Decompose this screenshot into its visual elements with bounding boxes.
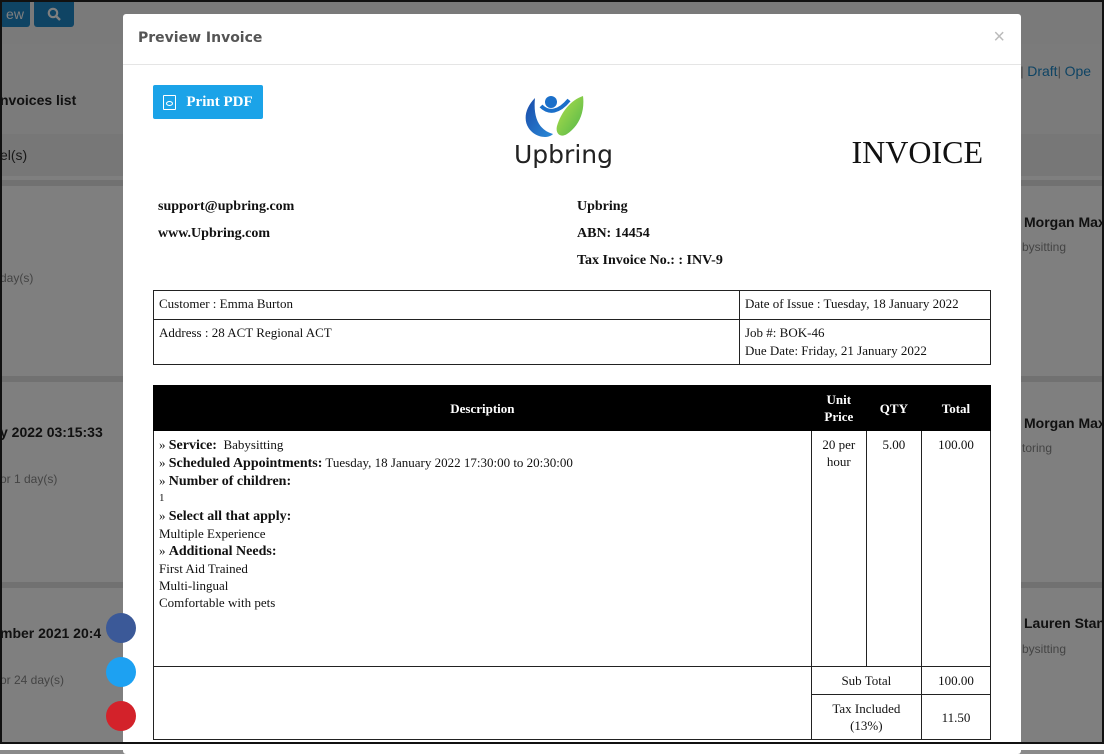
- date-of-issue: Date of Issue : Tuesday, 18 January 2022: [740, 291, 991, 320]
- tax-invoice-number: Tax Invoice No.: : INV-9: [577, 253, 723, 268]
- customer-name: Customer : Emma Burton: [154, 291, 740, 320]
- needs-label: Additional Needs:: [168, 544, 277, 559]
- sub-total-label: Sub Total: [811, 667, 921, 695]
- company-website: www.Upbring.com: [158, 226, 271, 241]
- invoice-items-table: [153, 385, 991, 740]
- need-item: Comfortable with pets: [159, 595, 276, 610]
- children-value: 1: [159, 492, 165, 504]
- service-value: Babysitting: [223, 437, 284, 452]
- pdf-file-icon: [163, 95, 176, 110]
- service-label: Service:: [168, 438, 217, 453]
- company-name: Upbring: [577, 199, 628, 214]
- select-label: Select all that apply:: [168, 509, 292, 524]
- company-email: support@upbring.com: [158, 199, 295, 214]
- job-details: [740, 320, 991, 365]
- customer-address: Address : 28 ACT Regional ACT: [154, 320, 740, 365]
- sub-total-value: 100.00: [921, 667, 990, 695]
- modal-title: Preview Invoice: [138, 30, 263, 46]
- item-description: » Service: Babysitting » Scheduled Appointments: Tuesday, 18 January 2022 17:30:00 to 20:30:00 » Number of children: 1 » Select all that apply: Multiple Experience » Additional Needs: First Aid Trained Multi-lingual Comfortable with pets: [154, 431, 812, 667]
- select-value: Multiple Experience: [159, 526, 266, 541]
- appointments-value: Tuesday, 18 January 2022 17:30:00 to 20:30:00: [325, 455, 573, 470]
- invoice-heading: INVOICE: [851, 134, 983, 170]
- children-label: Number of children:: [168, 474, 292, 489]
- need-item: First Aid Trained: [159, 561, 248, 576]
- tax-value: 11.50: [921, 695, 990, 740]
- due-date: Due Date: Friday, 21 January 2022: [745, 343, 927, 358]
- unit-price-header: Unit Price: [811, 386, 866, 431]
- items-header-row: [154, 386, 991, 431]
- need-item: Multi-lingual: [159, 578, 229, 593]
- twitter-share-icon[interactable]: [106, 657, 136, 687]
- print-pdf-button[interactable]: [153, 85, 263, 119]
- subtotal-row: [154, 667, 991, 695]
- total-header: Total: [921, 386, 990, 431]
- totals-spacer: [154, 667, 812, 740]
- appointments-label: Scheduled Appointments:: [168, 456, 323, 471]
- description-header: Description: [154, 386, 812, 431]
- print-pdf-label: Print PDF: [186, 93, 253, 110]
- close-icon[interactable]: ×: [993, 26, 1005, 48]
- logo-text: Upbring: [514, 140, 613, 169]
- job-number: Job #: BOK-46: [745, 325, 825, 340]
- item-total: 100.00: [921, 431, 990, 667]
- facebook-share-icon[interactable]: [106, 613, 136, 643]
- item-qty: 5.00: [866, 431, 921, 667]
- pinterest-share-icon[interactable]: [106, 701, 136, 731]
- modal-header: [123, 14, 1021, 65]
- company-abn: ABN: 14454: [577, 226, 650, 241]
- customer-details-table: [153, 290, 991, 365]
- item-unit-price: 20 per hour: [811, 431, 866, 667]
- item-row: [154, 431, 991, 667]
- tax-label: Tax Included (13%): [811, 695, 921, 740]
- qty-header: QTY: [866, 386, 921, 431]
- preview-invoice-modal: [123, 14, 1021, 754]
